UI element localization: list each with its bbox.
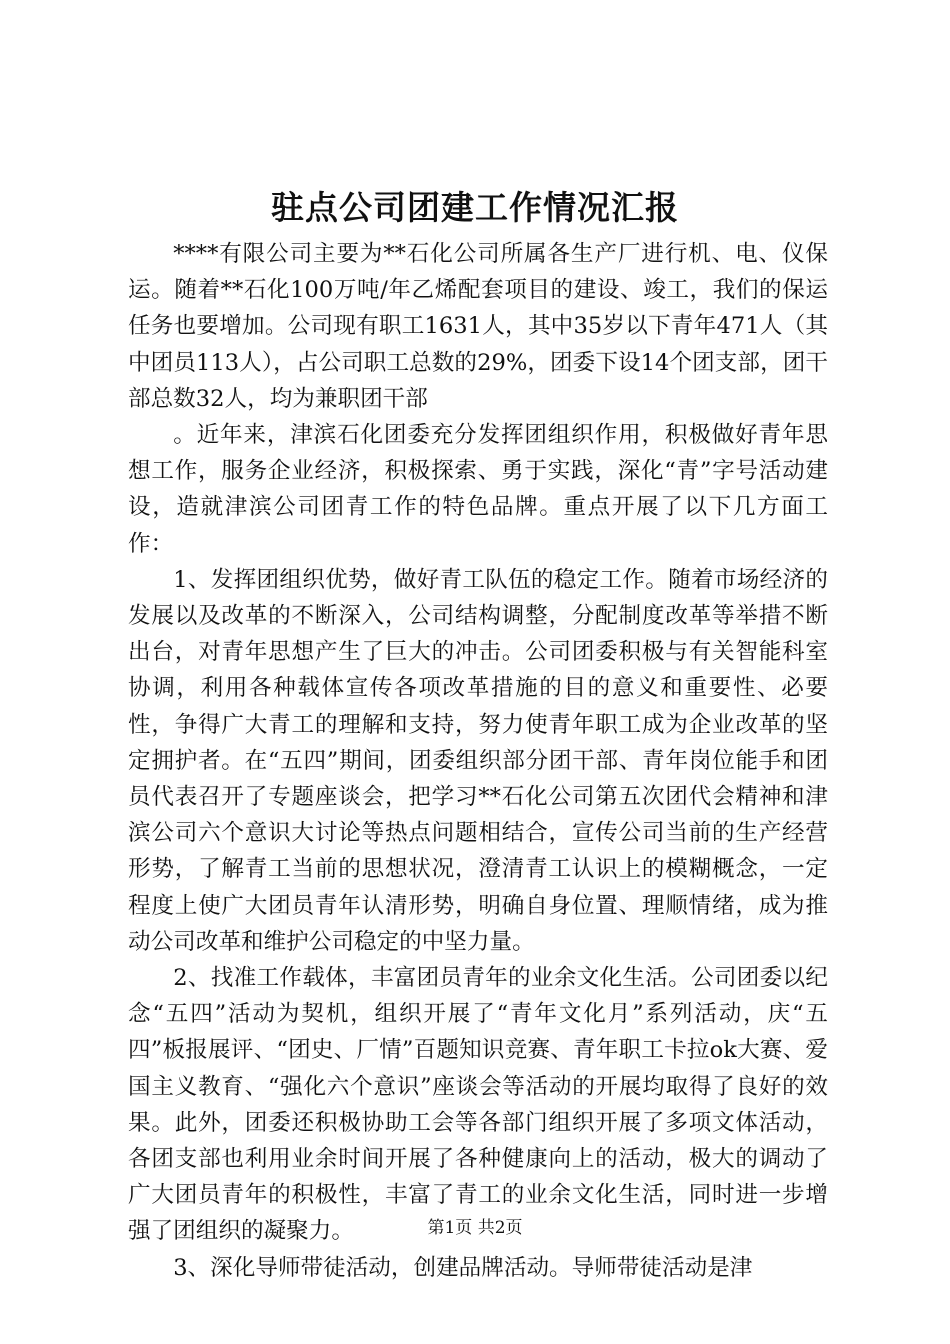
page-number-footer: 第1页 共2页 bbox=[427, 1218, 523, 1238]
paragraph-overview: 。近年来，津滨石化团委充分发挥团组织作用，积极做好青年思想工作，服务企业经济，积极探索、勇于实践，深化“青”字号活动建设，造就津滨公司团青工作的特色品牌。重点开展了以下几方面工作： bbox=[128, 422, 828, 557]
document-title: 驻点公司团建工作情况汇报 bbox=[271, 188, 679, 227]
paragraph-item-1: 1、发挥团组织优势，做好青工队伍的稳定工作。随着市场经济的发展以及改革的不断深入，公司结构调整，分配制度改革等举措不断出台，对青年思想产生了巨大的冲击。公司团委积极与有关智能科室协调，利用各种载体宣传各项改革措施的目的意义和重要性、必要性，争得广大青工的理解和支持，努力使青年职工成为企业改革的坚定拥护者。在“五四”期间，团委组织部分团干部、青年岗位能手和团员代表召开了专题座谈会，把学习**石化公司第五次团代会精神和津滨公司六个意识大讨论等热点问题相结合，宣传公司当前的生产经营形势，了解青工当前的思想状况，澄清青工认识上的模糊概念，一定程度上使广大团员青年认清形势，明确自身位置、理顺情绪，成为推动公司改革和维护公司稳定的中坚力量。 bbox=[128, 566, 828, 955]
paragraph-intro: ****有限公司主要为**石化公司所属各生产厂进行机、电、仪保运。随着**石化100万吨/年乙烯配套项目的建设、竣工，我们的保运任务也要增加。公司现有职工1631人，其中35岁以下青年471人（其中团员113人），占公司职工总数的29%，团委下设14个团支部，团干部总数32人，均为兼职团干部 bbox=[128, 241, 828, 412]
document-body bbox=[128, 236, 828, 1286]
paragraph-item-3: 3、深化导师带徒活动，创建品牌活动。导师带徒活动是津 bbox=[173, 1254, 753, 1281]
paragraph-item-2: 2、找准工作载体，丰富团员青年的业余文化生活。公司团委以纪念“五四”活动为契机，组织开展了“青年文化月”系列活动，庆“五四”板报展评、“团史、厂情”百题知识竞赛、青年职工卡拉ok大赛、爱国主义教育、“强化六个意识”座谈会等活动的开展均取得了良好的效果。此外，团委还积极协助工会等各部门组织开展了多项文体活动，各团支部也利用业余时间开展了各种健康向上的活动，极大的调动了广大团员青年的积极性，丰富了青工的业余文化生活，同时进一步增强了团组织的凝聚力。 bbox=[128, 965, 828, 1245]
